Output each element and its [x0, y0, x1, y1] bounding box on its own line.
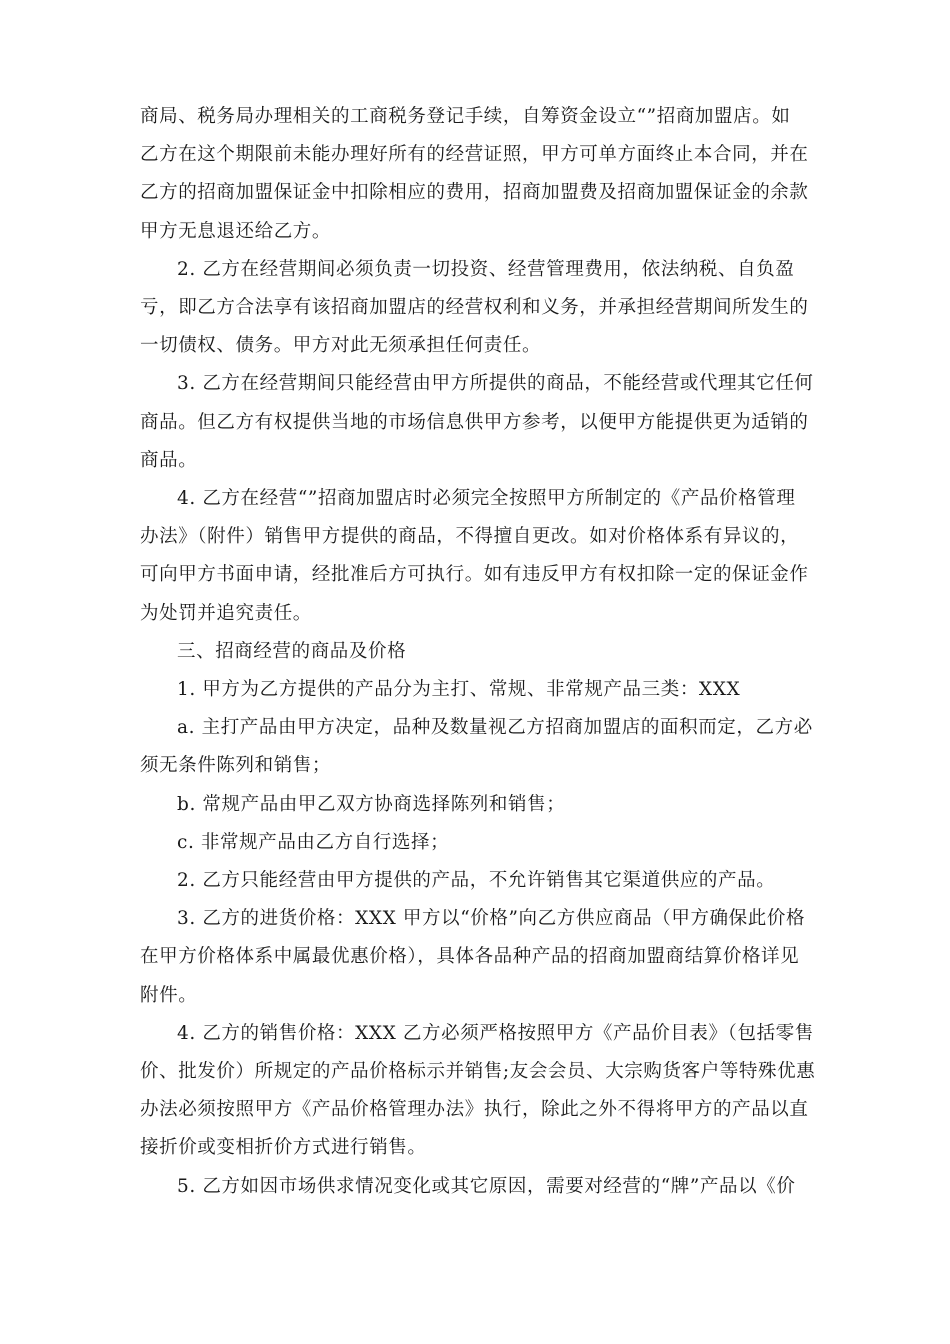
paragraph-4 — [140, 480, 828, 633]
text-line: 4. 乙方在经营“”招商加盟店时必须完全按照甲方所制定的《产品价格管理 — [177, 488, 796, 510]
text-line: 5. 乙方如因市场供求情况变化或其它原因，需要对经营的“牌”产品以《价 — [177, 1175, 796, 1197]
text-line: 接折价或变相折价方式进行销售。 — [140, 1137, 427, 1159]
paragraph-2 — [140, 251, 828, 366]
text-line: 乙方在这个期限前未能办理好所有的经营证照，甲方可单方面终止本合同，并在 — [140, 144, 809, 166]
text-line: 可向甲方书面申请，经批准后方可执行。如有违反甲方有权扣除一定的保证金作 — [140, 564, 809, 586]
text-line: 在甲方价格体系中属最优惠价格），具体各品种产品的招商加盟商结算价格详见 — [140, 946, 800, 968]
text-line: 乙方的招商加盟保证金中扣除相应的费用，招商加盟费及招商加盟保证金的余款 — [140, 182, 809, 204]
paragraph-8 — [140, 786, 828, 824]
text-line: 商品。 — [140, 449, 198, 471]
text-line: 办法》（附件）销售甲方提供的商品，不得擅自更改。如对价格体系有异议的， — [140, 526, 800, 548]
paragraph-10 — [140, 862, 828, 900]
section-heading — [140, 633, 828, 671]
text-line: 4. 乙方的销售价格：XXX 乙方必须严格按照甲方《产品价目表》（包括零售 — [177, 1022, 814, 1044]
text-line: c. 非常规产品由乙方自行选择； — [177, 831, 450, 853]
text-line: 甲方无息退还给乙方。 — [140, 220, 332, 242]
text-line: 3. 乙方的进货价格：XXX 甲方以“价格”向乙方供应商品（甲方确保此价格 — [177, 908, 806, 930]
text-line: a. 主打产品由甲方决定，品种及数量视乙方招商加盟店的面积而定，乙方必 — [177, 717, 813, 739]
text-line: 商品。但乙方有权提供当地的市场信息供甲方参考，以便甲方能提供更为适销的 — [140, 411, 809, 433]
paragraph-9 — [140, 824, 828, 862]
text-line: 附件。 — [140, 984, 198, 1006]
text-line: 2. 乙方在经营期间必须负责一切投资、经营管理费用，依法纳税、自负盈 — [177, 258, 795, 280]
text-line: 办法必须按照甲方《产品价格管理办法》执行，除此之外不得将甲方的产品以直 — [140, 1099, 809, 1121]
text-line: 商局、税务局办理相关的工商税务登记手续，自筹资金设立“”招商加盟店。如 — [140, 106, 791, 127]
text-line: 价、批发价）所规定的产品价格标示并销售;友会会员、大宗购货客户等特殊优惠 — [140, 1061, 816, 1083]
text-line: 须无条件陈列和销售； — [140, 755, 332, 777]
text-line: 2. 乙方只能经营由甲方提供的产品，不允许销售其它渠道供应的产品。 — [177, 870, 776, 892]
paragraph-13 — [140, 1168, 828, 1206]
paragraph-3 — [140, 365, 828, 480]
text-line: 为处罚并追究责任。 — [140, 602, 312, 624]
text-line: 一切债权、债务。甲方对此无须承担任何责任。 — [140, 335, 542, 357]
paragraph-7 — [140, 709, 828, 785]
text-line: 3. 乙方在经营期间只能经营由甲方所提供的商品，不能经营或代理其它任何 — [177, 373, 814, 395]
text-line: 1. 甲方为乙方提供的产品分为主打、常规、非常规产品三类：XXX — [177, 679, 741, 701]
paragraph-12 — [140, 1015, 828, 1168]
paragraph-1 — [140, 98, 828, 251]
paragraph-6 — [140, 671, 828, 709]
paragraph-11 — [140, 900, 828, 1015]
text-line: 亏，即乙方合法享有该招商加盟店的经营权利和义务，并承担经营期间所发生的 — [140, 297, 809, 319]
contract-body — [140, 98, 828, 1206]
text-line: b. 常规产品由甲乙双方协商选择陈列和销售； — [177, 793, 566, 815]
text-line: 三、招商经营的商品及价格 — [177, 640, 407, 662]
